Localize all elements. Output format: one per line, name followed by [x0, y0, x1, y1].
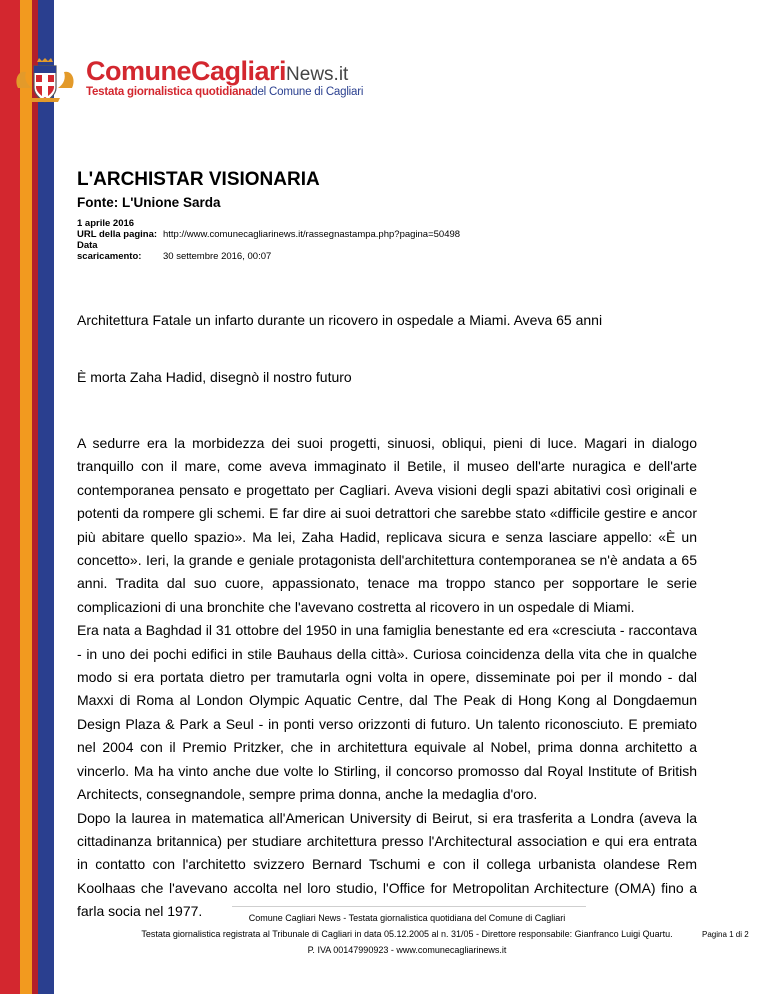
article-meta	[77, 218, 697, 262]
tagline-bold: Testata giornalistica quotidiana	[86, 86, 252, 98]
download-row	[77, 240, 697, 262]
footer-line-1: Comune Cagliari News - Testata giornalistica quotidiana del Comune di Cagliari	[248, 913, 566, 923]
brand-name	[86, 56, 348, 87]
footer-line-3: P. IVA 00147990923 - www.comunecagliarinews.it	[307, 945, 507, 955]
brand-tagline	[86, 86, 363, 98]
brand-main-text: ComuneCagliari	[86, 56, 287, 86]
url-label: URL della pagina:	[77, 229, 158, 240]
site-logo[interactable]	[12, 56, 364, 106]
stripe-red	[0, 0, 20, 994]
article-paragraph: Dopo la laurea in matematica all'American University di Beirut, si era trasferita a Londra (aveva la cittadinanza britannica) per studiare architettura presso l'Architectural association e qui era entrata in contatto con l'architetto svizzero Bernard Tschumi e con il collega urbanista olandese Rem Koolhaas che l'avevano accolta nel loro studio, l'Office for Metropolitan Architecture (OMA) fino a farla socia nel 1977.	[77, 809, 697, 920]
article-paragraph: A sedurre era la morbidezza dei suoi progetti, sinuosi, obliqui, pieni di luce. Magari in dialogo tranquillo con il mare, come aveva immaginato il Betile, il museo dell'arte nuragica e dell'arte contemporanea pensato e progettato per Cagliari. Aveva visioni degli spazi abitativi così originali e potenti da rompere gli schemi. E far dire ai suoi detrattori che sarebbe stato «difficile gestire e ancor più abitare quello spazio». Ma lei, Zaha Hadid, replicava sicura e senza lasciare appello: «È un concetto». Ieri, la grande e geniale protagonista dell'architettura contemporanea se n'è andata a 65 anni. Tradita dal suo cuore, appassionato, tenace ma troppo stanco per sopportare le serie complicazioni di una bronchite che l'avevano costretta al ricovero in un ospedale di Miami.	[77, 435, 697, 615]
page-number: Pagina 1 di 2	[702, 930, 749, 939]
left-color-stripes	[0, 0, 54, 994]
page-footer	[77, 910, 737, 958]
article-header	[77, 168, 697, 262]
url-value[interactable]: http://www.comunecagliarinews.it/rassegnastampa.php?pagina=50498	[163, 229, 461, 240]
article-date: 1 aprile 2016	[77, 218, 135, 229]
article-paragraph: Era nata a Baghdad il 31 ottobre del 1950 in una famiglia benestante ed era «cresciuta - raccontava - in uno dei pochi edifici in stile Bauhaus della città». Curiosa coincidenza della vita che in qualche modo si era portata dietro per tramutarla ogni volta in opere, disseminate poi per il mondo - dal Maxxi di Roma al London Olympic Aquatic Centre, dal The Peak di Hong Kong al Dongdaemun Design Plaza & Park a Seul - in ponti verso orizzonti di futuro. Un talento riconosciuto. E premiato nel 2004 con il Premio Pritzker, che in architettura equivale al Nobel, prima donna architetto a vincerlo. Ma ha vinto anche due volte lo Stirling, il concorso promosso dal Royal Institute of British Architects, consegnandole, sempre prima donna, anche la medaglia d'oro.	[77, 622, 697, 803]
cagliari-crest-icon	[12, 58, 78, 104]
article-body	[77, 432, 697, 924]
download-value: 30 settembre 2016, 00:07	[163, 251, 272, 262]
article-source: Fonte: L'Unione Sarda	[77, 195, 221, 210]
footer-line-2: Testata giornalistica registrata al Tribunale di Cagliari in data 05.12.2005 al n. 31/05 - Direttore responsabile: Gianfranco Luigi Quartu.	[141, 929, 673, 939]
article-title: L'ARCHISTAR VISIONARIA	[77, 169, 320, 190]
brand-news-text: News.it	[286, 64, 349, 85]
article-headline: È morta Zaha Hadid, disegnò il nostro futuro	[77, 369, 352, 385]
stripe-blue	[38, 0, 54, 994]
article-subheadline: Architettura Fatale un infarto durante un ricovero in ospedale a Miami. Aveva 65 anni	[77, 312, 603, 328]
tagline-rest: del Comune di Cagliari	[251, 86, 364, 98]
url-row	[77, 229, 697, 240]
stripe-orange	[20, 0, 32, 994]
download-label: Data scaricamento:	[77, 240, 142, 262]
footer-divider	[232, 906, 586, 907]
